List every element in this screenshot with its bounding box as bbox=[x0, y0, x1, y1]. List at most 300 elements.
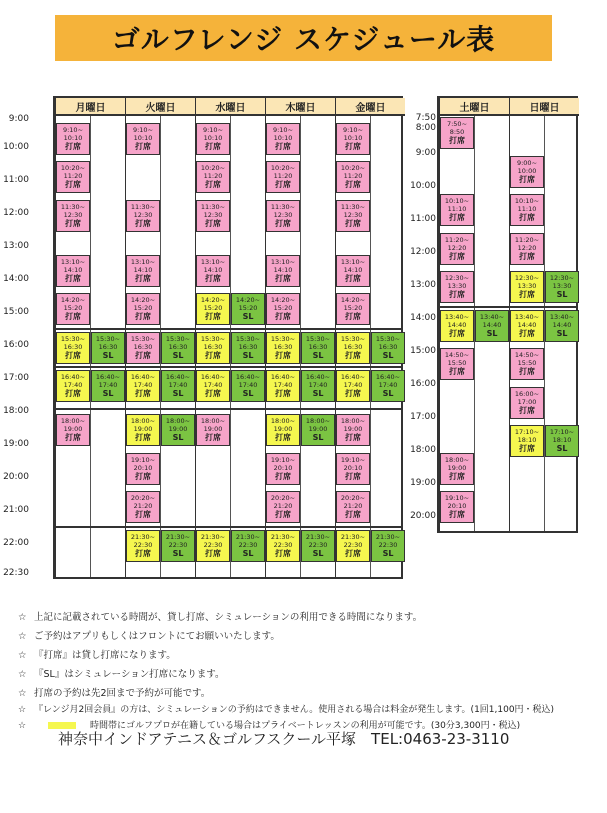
session-cell-batting[interactable] bbox=[510, 387, 544, 419]
session-start: 18:00~ bbox=[60, 417, 86, 425]
session-kind: 打席 bbox=[205, 350, 221, 360]
session-kind: 打席 bbox=[345, 350, 361, 360]
time-label: 14:00 bbox=[410, 312, 436, 323]
session-end: 17:00 bbox=[517, 397, 537, 406]
session-start: 9:10~ bbox=[132, 125, 154, 134]
session-end: 10:10 bbox=[133, 133, 153, 142]
session-end: 15:20 bbox=[273, 304, 293, 312]
session-kind: 打席 bbox=[519, 444, 535, 453]
session-cell-batting[interactable] bbox=[266, 200, 300, 232]
session-cell-sl[interactable] bbox=[545, 310, 579, 342]
time-label: 16:00 bbox=[410, 378, 436, 389]
session-kind: 打席 bbox=[135, 548, 151, 558]
session-cell-batting[interactable] bbox=[196, 414, 230, 446]
session-kind: 打席 bbox=[205, 180, 221, 189]
session-kind: 打席 bbox=[449, 367, 465, 376]
session-kind: 打席 bbox=[519, 290, 535, 299]
session-cell-batting[interactable] bbox=[196, 200, 230, 232]
session-kind: 打席 bbox=[275, 433, 291, 442]
session-cell-batting[interactable] bbox=[126, 491, 160, 523]
note-5: ☆ 打席の予約は先2回まで予約が可能です。 bbox=[18, 688, 211, 699]
session-end: 12:30 bbox=[63, 210, 83, 219]
session-cell-batting[interactable] bbox=[266, 414, 300, 446]
session-start: 9:10~ bbox=[62, 125, 84, 134]
session-start: 11:20~ bbox=[514, 235, 540, 244]
session-cell-sl[interactable] bbox=[161, 414, 195, 446]
session-end: 10:10 bbox=[63, 133, 83, 142]
session-kind: 打席 bbox=[345, 180, 361, 189]
session-end: 13:30 bbox=[517, 282, 537, 290]
session-kind: 打席 bbox=[205, 389, 221, 398]
session-end: 13:30 bbox=[552, 282, 572, 290]
time-label: 19:00 bbox=[410, 477, 436, 488]
time-label: 9:00 bbox=[8, 114, 29, 124]
session-start: 16:40~ bbox=[375, 373, 401, 381]
time-label: 15:00 bbox=[410, 345, 436, 356]
session-end: 19:00 bbox=[63, 425, 83, 433]
session-kind: 打席 bbox=[449, 290, 465, 299]
session-kind: SL bbox=[172, 433, 184, 442]
session-cell-batting[interactable] bbox=[440, 348, 474, 380]
section-divider bbox=[55, 366, 401, 368]
session-kind: 打席 bbox=[345, 548, 361, 558]
session-cell-batting[interactable] bbox=[440, 310, 474, 342]
session-start: 18:00~ bbox=[165, 417, 191, 425]
session-end: 19:00 bbox=[273, 425, 293, 433]
session-start: 10:20~ bbox=[200, 164, 226, 172]
session-end: 10:10 bbox=[273, 133, 293, 142]
session-end: 16:30 bbox=[378, 342, 398, 351]
session-cell-batting[interactable] bbox=[510, 310, 544, 342]
session-start: 19:10~ bbox=[270, 455, 296, 464]
session-cell-batting[interactable] bbox=[126, 255, 160, 287]
session-cell-sl[interactable] bbox=[371, 530, 405, 562]
session-start: 15:30~ bbox=[165, 334, 191, 343]
session-kind: 打席 bbox=[65, 389, 81, 398]
session-cell-sl[interactable] bbox=[545, 271, 579, 303]
session-start: 7:50~ bbox=[446, 120, 468, 128]
session-end: 21:20 bbox=[133, 502, 153, 510]
session-kind: 打席 bbox=[345, 471, 361, 481]
session-cell-batting[interactable] bbox=[56, 370, 90, 402]
session-start: 16:40~ bbox=[305, 373, 331, 381]
session-cell-batting[interactable] bbox=[126, 332, 160, 364]
session-end: 16:30 bbox=[63, 342, 83, 351]
session-start: 11:30~ bbox=[60, 202, 86, 211]
session-cell-batting[interactable] bbox=[266, 491, 300, 523]
session-kind: 打席 bbox=[449, 213, 465, 222]
session-cell-sl[interactable] bbox=[371, 370, 405, 402]
session-start: 15:30~ bbox=[130, 334, 156, 343]
session-cell-batting[interactable] bbox=[266, 123, 300, 155]
session-end: 12:30 bbox=[343, 210, 363, 219]
session-start: 15:30~ bbox=[375, 334, 401, 343]
session-end: 17:40 bbox=[378, 381, 398, 389]
session-end: 17:40 bbox=[343, 381, 363, 389]
session-cell-batting[interactable] bbox=[126, 370, 160, 402]
session-end: 11:20 bbox=[343, 172, 363, 180]
session-kind: 打席 bbox=[135, 350, 151, 360]
session-end: 14:40 bbox=[447, 320, 467, 329]
session-start: 18:00~ bbox=[305, 417, 331, 425]
session-cell-batting[interactable] bbox=[336, 491, 370, 523]
session-cell-batting[interactable] bbox=[126, 293, 160, 325]
session-end: 21:20 bbox=[273, 502, 293, 510]
session-cell-batting[interactable] bbox=[196, 123, 230, 155]
session-kind: 打席 bbox=[135, 218, 151, 228]
session-cell-sl[interactable] bbox=[545, 425, 579, 457]
session-cell-sl[interactable] bbox=[161, 530, 195, 562]
session-end: 20:10 bbox=[133, 463, 153, 472]
session-cell-sl[interactable] bbox=[161, 370, 195, 402]
session-start: 20:20~ bbox=[130, 494, 156, 502]
session-end: 19:00 bbox=[447, 463, 467, 472]
session-cell-batting[interactable] bbox=[196, 293, 230, 325]
session-start: 16:40~ bbox=[130, 373, 156, 381]
session-kind: 打席 bbox=[65, 312, 81, 321]
session-kind: 打席 bbox=[65, 350, 81, 360]
session-cell-sl[interactable] bbox=[231, 332, 265, 364]
session-cell-batting[interactable] bbox=[510, 194, 544, 226]
session-end: 12:20 bbox=[517, 243, 537, 252]
session-start: 9:00~ bbox=[516, 158, 538, 167]
session-kind: SL bbox=[102, 389, 114, 398]
time-label: 11:00 bbox=[3, 175, 29, 185]
session-end: 16:30 bbox=[168, 342, 188, 351]
section-divider bbox=[55, 328, 401, 330]
session-end: 19:00 bbox=[168, 425, 188, 433]
section-divider bbox=[439, 306, 576, 308]
session-kind: 打席 bbox=[275, 273, 291, 283]
session-cell-sl[interactable] bbox=[231, 370, 265, 402]
time-label: 15:00 bbox=[3, 307, 29, 317]
session-kind: 打席 bbox=[65, 218, 81, 228]
session-cell-batting[interactable] bbox=[336, 255, 370, 287]
session-kind: SL bbox=[172, 548, 184, 558]
session-kind: 打席 bbox=[135, 273, 151, 283]
session-kind: 打席 bbox=[345, 510, 361, 519]
session-end: 17:40 bbox=[203, 381, 223, 389]
time-label: 14:00 bbox=[3, 274, 29, 284]
session-start: 21:30~ bbox=[340, 532, 366, 541]
session-cell-batting[interactable] bbox=[56, 200, 90, 232]
session-start: 15:30~ bbox=[200, 334, 226, 343]
session-end: 10:00 bbox=[517, 166, 537, 175]
session-cell-batting[interactable] bbox=[126, 530, 160, 562]
time-label: 11:00 bbox=[410, 213, 436, 224]
session-cell-sl[interactable] bbox=[371, 332, 405, 364]
session-kind: SL bbox=[312, 350, 324, 360]
session-kind: 打席 bbox=[275, 510, 291, 519]
session-cell-batting[interactable] bbox=[336, 200, 370, 232]
session-kind: 打席 bbox=[135, 389, 151, 398]
session-end: 14:10 bbox=[273, 265, 293, 274]
session-kind: SL bbox=[172, 389, 184, 398]
time-label: 17:00 bbox=[410, 411, 436, 422]
session-start: 19:10~ bbox=[130, 455, 156, 464]
session-cell-batting[interactable] bbox=[440, 233, 474, 265]
session-kind: 打席 bbox=[519, 328, 535, 338]
session-cell-batting[interactable] bbox=[196, 332, 230, 364]
session-start: 15:30~ bbox=[305, 334, 331, 343]
session-cell-batting[interactable] bbox=[440, 453, 474, 485]
session-end: 15:20 bbox=[343, 304, 363, 312]
session-end: 18:10 bbox=[552, 436, 572, 444]
session-cell-batting[interactable] bbox=[56, 414, 90, 446]
session-cell-batting[interactable] bbox=[196, 370, 230, 402]
session-cell-sl[interactable] bbox=[231, 530, 265, 562]
day-header: 金曜日 bbox=[335, 98, 405, 116]
session-start: 14:50~ bbox=[444, 351, 470, 359]
session-start: 15:30~ bbox=[95, 334, 121, 343]
weekday-schedule-table bbox=[53, 96, 403, 579]
note-4: ☆ 『SL』はシミュレーション打席になります。 bbox=[18, 669, 225, 680]
time-label: 7:50 bbox=[415, 113, 436, 123]
session-kind: 打席 bbox=[65, 141, 81, 151]
session-kind: SL bbox=[556, 444, 568, 453]
session-kind: 打席 bbox=[519, 405, 535, 415]
session-cell-batting[interactable] bbox=[510, 233, 544, 265]
session-end: 15:50 bbox=[517, 359, 537, 367]
session-cell-batting[interactable] bbox=[336, 123, 370, 155]
time-label: 12:00 bbox=[3, 208, 29, 218]
session-cell-batting[interactable] bbox=[336, 332, 370, 364]
session-cell-batting[interactable] bbox=[336, 370, 370, 402]
session-cell-batting[interactable] bbox=[440, 271, 474, 303]
time-label: 9:00 bbox=[415, 147, 436, 158]
session-cell-sl[interactable] bbox=[301, 414, 335, 446]
day-header: 火曜日 bbox=[125, 98, 195, 116]
time-label: 10:00 bbox=[3, 142, 29, 152]
session-end: 10:10 bbox=[343, 133, 363, 142]
session-start: 14:20~ bbox=[270, 296, 296, 304]
session-end: 16:30 bbox=[308, 342, 328, 351]
session-start: 12:30~ bbox=[444, 274, 470, 282]
session-kind: 打席 bbox=[345, 433, 361, 442]
session-cell-batting[interactable] bbox=[336, 161, 370, 193]
session-start: 11:20~ bbox=[444, 235, 470, 244]
session-end: 12:30 bbox=[273, 210, 293, 219]
session-cell-batting[interactable] bbox=[126, 453, 160, 485]
session-end: 16:30 bbox=[98, 342, 118, 351]
session-start: 17:10~ bbox=[514, 428, 540, 436]
session-cell-batting[interactable] bbox=[510, 425, 544, 457]
session-start: 21:30~ bbox=[375, 532, 401, 541]
session-kind: 打席 bbox=[449, 510, 465, 519]
session-start: 17:10~ bbox=[549, 428, 575, 436]
session-start: 18:00~ bbox=[444, 455, 470, 464]
session-end: 17:40 bbox=[98, 381, 118, 389]
session-end: 22:30 bbox=[203, 540, 223, 549]
session-kind: 打席 bbox=[65, 273, 81, 283]
session-kind: SL bbox=[382, 548, 394, 558]
session-end: 20:10 bbox=[343, 463, 363, 472]
session-start: 15:30~ bbox=[270, 334, 296, 343]
session-cell-sl[interactable] bbox=[161, 332, 195, 364]
session-kind: 打席 bbox=[135, 433, 151, 442]
session-start: 21:30~ bbox=[200, 532, 226, 541]
session-kind: 打席 bbox=[205, 548, 221, 558]
session-end: 12:30 bbox=[203, 210, 223, 219]
session-end: 22:30 bbox=[343, 540, 363, 549]
session-end: 20:10 bbox=[447, 502, 467, 510]
session-start: 18:00~ bbox=[270, 417, 296, 425]
session-kind: 打席 bbox=[275, 180, 291, 189]
session-cell-sl[interactable] bbox=[301, 530, 335, 562]
time-label: 20:00 bbox=[3, 472, 29, 482]
session-end: 22:30 bbox=[273, 540, 293, 549]
session-start: 16:40~ bbox=[165, 373, 191, 381]
session-cell-sl[interactable] bbox=[301, 332, 335, 364]
session-cell-batting[interactable] bbox=[196, 161, 230, 193]
time-label: 21:00 bbox=[3, 505, 29, 515]
session-cell-sl[interactable] bbox=[91, 370, 125, 402]
session-end: 8:50 bbox=[449, 128, 465, 136]
note-7: ☆ 時間帯にゴルフプロが在籍している場合はプライベートレッスンの利用が可能です。(30分3,300円・税込) bbox=[18, 721, 521, 731]
session-start: 14:20~ bbox=[60, 296, 86, 304]
session-start: 19:10~ bbox=[340, 455, 366, 464]
session-start: 16:40~ bbox=[235, 373, 261, 381]
session-start: 13:10~ bbox=[60, 257, 86, 266]
time-label: 17:00 bbox=[3, 373, 29, 383]
session-end: 17:40 bbox=[273, 381, 293, 389]
session-end: 20:10 bbox=[273, 463, 293, 472]
session-kind: SL bbox=[242, 389, 254, 398]
session-cell-batting[interactable] bbox=[56, 293, 90, 325]
session-kind: 打席 bbox=[205, 312, 221, 321]
session-start: 9:10~ bbox=[342, 125, 364, 134]
session-kind: 打席 bbox=[275, 350, 291, 360]
time-label: 20:00 bbox=[410, 510, 436, 521]
session-kind: 打席 bbox=[275, 312, 291, 321]
session-start: 9:10~ bbox=[202, 125, 224, 134]
session-cell-batting[interactable] bbox=[196, 530, 230, 562]
session-cell-batting[interactable] bbox=[126, 123, 160, 155]
session-start: 19:10~ bbox=[444, 494, 470, 502]
session-start: 13:40~ bbox=[549, 312, 575, 321]
session-start: 13:10~ bbox=[340, 257, 366, 266]
session-start: 20:20~ bbox=[340, 494, 366, 502]
session-end: 14:40 bbox=[482, 320, 502, 329]
day-header: 木曜日 bbox=[265, 98, 335, 116]
session-cell-batting[interactable] bbox=[266, 161, 300, 193]
time-label: 18:00 bbox=[3, 406, 29, 416]
session-start: 14:50~ bbox=[514, 351, 540, 359]
session-end: 14:10 bbox=[133, 265, 153, 274]
session-start: 12:30~ bbox=[514, 274, 540, 282]
session-cell-batting[interactable] bbox=[196, 255, 230, 287]
session-end: 17:40 bbox=[238, 381, 258, 389]
session-cell-batting[interactable] bbox=[266, 530, 300, 562]
session-kind: 打席 bbox=[205, 141, 221, 151]
session-kind: 打席 bbox=[345, 218, 361, 228]
session-cell-batting[interactable] bbox=[510, 156, 544, 188]
session-start: 15:30~ bbox=[235, 334, 261, 343]
session-cell-batting[interactable] bbox=[126, 200, 160, 232]
session-end: 12:30 bbox=[133, 210, 153, 219]
session-start: 16:40~ bbox=[95, 373, 121, 381]
time-label: 19:00 bbox=[3, 439, 29, 449]
session-cell-sl[interactable] bbox=[91, 332, 125, 364]
session-kind: SL bbox=[312, 433, 324, 442]
session-cell-batting[interactable] bbox=[510, 348, 544, 380]
session-kind: 打席 bbox=[345, 273, 361, 283]
session-cell-sl[interactable] bbox=[231, 293, 265, 325]
session-cell-batting[interactable] bbox=[336, 530, 370, 562]
session-kind: 打席 bbox=[449, 328, 465, 338]
session-cell-batting[interactable] bbox=[266, 370, 300, 402]
time-label: 13:00 bbox=[3, 241, 29, 251]
session-kind: SL bbox=[556, 290, 568, 299]
session-cell-batting[interactable] bbox=[266, 332, 300, 364]
session-cell-batting[interactable] bbox=[56, 161, 90, 193]
session-kind: 打席 bbox=[519, 367, 535, 376]
session-cell-batting[interactable] bbox=[336, 453, 370, 485]
session-end: 16:30 bbox=[133, 342, 153, 351]
session-cell-batting[interactable] bbox=[266, 453, 300, 485]
session-kind: SL bbox=[556, 328, 568, 338]
session-cell-batting[interactable] bbox=[56, 255, 90, 287]
session-start: 10:10~ bbox=[514, 197, 540, 205]
session-cell-batting[interactable] bbox=[440, 491, 474, 523]
session-cell-batting[interactable] bbox=[266, 255, 300, 287]
session-kind: 打席 bbox=[519, 213, 535, 222]
session-end: 16:30 bbox=[203, 342, 223, 351]
note-6: ☆ 『レンジ月2回会員』の方は、シミュレーションの予約はできません。使用される場合は料金が発生します。(1回1,100円・税込) bbox=[18, 705, 555, 715]
session-kind: 打席 bbox=[519, 174, 535, 184]
session-end: 14:10 bbox=[343, 265, 363, 274]
session-end: 11:20 bbox=[203, 172, 223, 180]
session-kind: 打席 bbox=[275, 548, 291, 558]
session-cell-batting[interactable] bbox=[440, 117, 474, 149]
session-start: 9:10~ bbox=[272, 125, 294, 134]
session-end: 15:50 bbox=[447, 359, 467, 367]
session-kind: SL bbox=[242, 350, 254, 360]
session-end: 19:00 bbox=[203, 425, 223, 433]
session-start: 13:10~ bbox=[270, 257, 296, 266]
session-cell-batting[interactable] bbox=[440, 194, 474, 226]
session-cell-batting[interactable] bbox=[126, 414, 160, 446]
session-kind: SL bbox=[242, 312, 254, 321]
session-cell-sl[interactable] bbox=[475, 310, 509, 342]
session-kind: 打席 bbox=[449, 251, 465, 261]
session-cell-sl[interactable] bbox=[301, 370, 335, 402]
session-cell-batting[interactable] bbox=[336, 293, 370, 325]
session-cell-batting[interactable] bbox=[56, 123, 90, 155]
session-cell-batting[interactable] bbox=[56, 332, 90, 364]
session-start: 10:20~ bbox=[270, 164, 296, 172]
session-end: 22:30 bbox=[133, 540, 153, 549]
session-end: 15:20 bbox=[238, 304, 258, 312]
session-end: 22:30 bbox=[168, 540, 188, 549]
session-kind: 打席 bbox=[205, 433, 221, 442]
time-label: 10:00 bbox=[410, 180, 436, 191]
session-start: 14:20~ bbox=[130, 296, 156, 304]
session-cell-batting[interactable] bbox=[336, 414, 370, 446]
time-label: 12:00 bbox=[410, 246, 436, 257]
session-cell-batting[interactable] bbox=[266, 293, 300, 325]
session-kind: 打席 bbox=[135, 510, 151, 519]
session-end: 14:40 bbox=[552, 320, 572, 329]
session-cell-batting[interactable] bbox=[510, 271, 544, 303]
time-label: 22:30 bbox=[3, 568, 29, 578]
page-title: ゴルフレンジ スケジュール表 bbox=[55, 15, 552, 61]
session-end: 19:00 bbox=[308, 425, 328, 433]
session-start: 15:30~ bbox=[340, 334, 366, 343]
session-end: 16:30 bbox=[343, 342, 363, 351]
time-label: 8:00 bbox=[415, 123, 436, 133]
session-start: 13:10~ bbox=[200, 257, 226, 266]
